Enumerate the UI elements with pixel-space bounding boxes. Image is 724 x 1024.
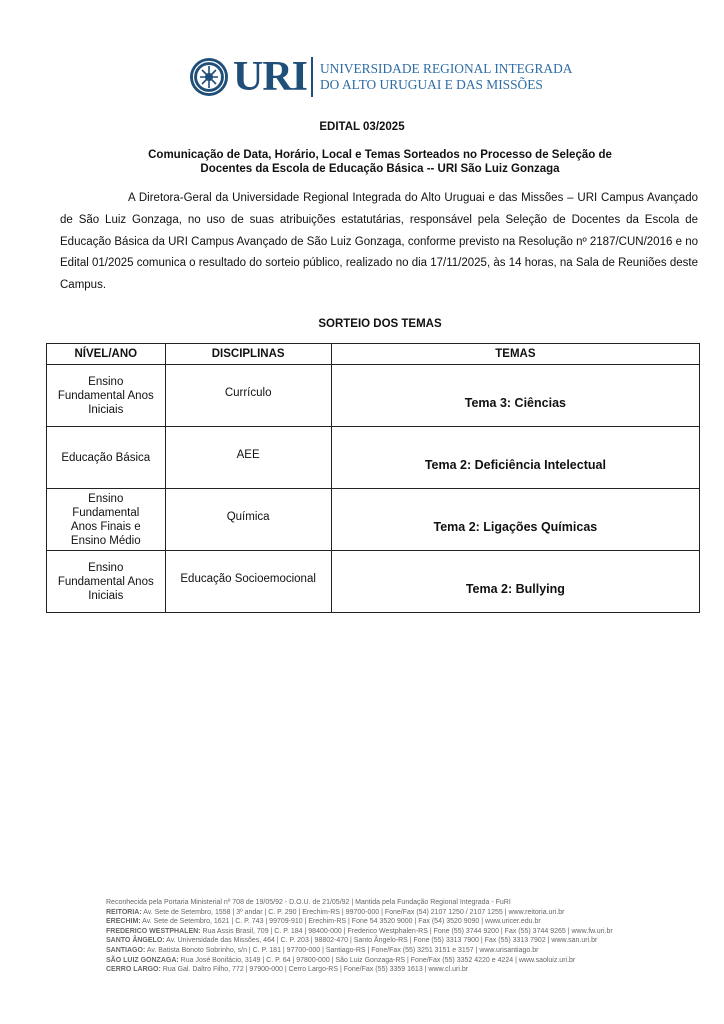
tema-cell (331, 489, 699, 551)
footer-line (106, 946, 706, 956)
footer-line (106, 917, 706, 927)
footer-text: Rua José Bonifácio, 3149 | C. P. 64 | 97800-000 | São Luiz Gonzaga-RS | Fone/Fax (55) 3352 4220 e 4224 | www.saoluiz.uri.br (178, 956, 576, 964)
footer-label: REITORIA: (106, 908, 142, 916)
nivel-line: Fundamental Anos (57, 389, 154, 402)
disciplina-text: AEE (236, 449, 260, 461)
disciplina-text: Educação Socioemocional (180, 573, 316, 585)
footer-line (106, 927, 706, 937)
header-disciplinas: DISCIPLINAS (165, 344, 331, 365)
tema-text: Tema 3: Ciências (464, 396, 566, 410)
nivel-line: Iniciais (88, 589, 124, 602)
table-title: SORTEIO DOS TEMAS (318, 318, 442, 330)
footer-text: Av. Sete de Setembro, 1621 | C. P. 743 | 99709-910 | Erechim-RS | Fone 54 3520 9000 | Fax (54) 3520 9090 | www.uricer.edu.br (140, 918, 541, 926)
disciplina-cell (165, 365, 331, 427)
nivel-line: Ensino (88, 492, 124, 505)
subtitle-line2: Docentes da Escola de Educação Básica -- URI São Luiz Gonzaga (200, 163, 560, 175)
disciplina-text: Química (226, 511, 270, 523)
nivel-cell (47, 365, 166, 427)
disciplina-cell (165, 427, 331, 489)
nivel-cell (47, 551, 166, 613)
nivel-cell (47, 489, 166, 551)
uri-seal-icon (189, 57, 229, 97)
institution-name (320, 61, 572, 93)
table-row (47, 551, 700, 613)
disciplina-cell (165, 551, 331, 613)
table-row (47, 365, 700, 427)
table-header-row (47, 344, 700, 365)
nivel-line: Fundamental Anos (57, 575, 154, 588)
tema-cell (331, 365, 699, 427)
tema-text: Tema 2: Deficiência Intelectual (424, 458, 606, 472)
footer-label: SANTO ÂNGELO: (106, 937, 165, 945)
header-nivel: NÍVEL/ANO (47, 344, 166, 365)
nivel-line: Ensino (88, 375, 124, 388)
nivel-cell (47, 427, 166, 489)
nivel-line: Fundamental (72, 506, 140, 519)
body-paragraph: A Diretora-Geral da Universidade Regional Integrada do Alto Uruguai e das Missões – URI Campus Avançado de São Luiz Gonzaga, no uso de suas atribuições estatutárias, responsável pela Seleção de Docentes da Escola de Educação Básica da URI Campus Avançado de São Luiz Gonzaga, conforme previsto na Resolução nº 2187/CUN/2016 e no Edital 01/2025 comunica o resultado do sorteio público, realizado no dia 17/11/2025, às 14 horas, na Sala de Reuniões deste Campus. (60, 192, 698, 292)
tema-text: Tema 2: Bullying (465, 582, 565, 596)
footer-label: CERRO LARGO: (106, 966, 161, 974)
logo-divider (311, 57, 313, 97)
nivel-line: Educação Básica (61, 451, 151, 464)
uri-logo (189, 55, 572, 99)
nivel-line: Anos Finais e (70, 520, 141, 533)
footer-text: Av. Sete de Setembro, 1558 | 3º andar | C. P. 290 | Erechim-RS | 99700-000 | Fone/Fax (54) 2107 1250 / 2107 1255 | www.reitoria.uri.br (141, 908, 565, 916)
footer-recognition: Reconhecida pela Portaria Ministerial nº 708 de 19/05/92 - D.O.U. de 21/05/92 | Mantida pela Fundação Regional Integrada - FuRI (106, 899, 511, 906)
logo-letters: URI (233, 54, 308, 100)
tema-cell (331, 551, 699, 613)
institution-name-line1: UNIVERSIDADE REGIONAL INTEGRADA (320, 61, 573, 76)
institution-name-line2: DO ALTO URUGUAI E DAS MISSÕES (320, 77, 543, 92)
footer-text: Av. Batista Bonoto Sobrinho, s/n | C. P. 181 | 97700-000 | Santiago-RS | Fone/Fax (55) 3251 3151 e 3157 | www.urisantiago.br (145, 946, 539, 954)
tema-text: Tema 2: Ligações Químicas (433, 520, 598, 534)
footer-label: SÃO LUIZ GONZAGA: (106, 956, 179, 964)
footer-text: Rua Gal. Daltro Filho, 772 | 97900-000 | Cerro Largo-RS | Fone/Fax (55) 3359 1613 | www.cl.uri.br (160, 966, 469, 974)
document-title: EDITAL 03/2025 (319, 121, 405, 133)
nivel-line: Ensino Médio (70, 534, 141, 547)
disciplina-text: Currículo (224, 387, 272, 399)
footer-line (106, 956, 706, 966)
footer-text: Av. Universidade das Missões, 464 | C. P. 203 | 98802-470 | Santo Ângelo-RS | Fone (55) 3313 7900 | Fax (55) 3313 7902 | www.san.uri.br (164, 937, 598, 945)
footer-line (106, 936, 706, 946)
footer-line (106, 908, 706, 918)
table-row (47, 489, 700, 551)
topics-table (46, 343, 700, 613)
footer-label: ERECHIM: (106, 918, 141, 926)
footer-label: SANTIAGO: (106, 946, 146, 954)
table-row (47, 427, 700, 489)
subtitle-line1: Comunicação de Data, Horário, Local e Temas Sorteados no Processo de Seleção de (148, 149, 612, 161)
footer-text: Rua Assis Brasil, 709 | C. P. 184 | 98400-000 | Frederico Westphalen-RS | Fone (55) 3744 9200 | Fax (55) 3744 9265 | www.fw.uri.br (200, 927, 613, 935)
disciplina-cell (165, 489, 331, 551)
footer-line (106, 965, 706, 975)
nivel-line: Ensino (88, 561, 124, 574)
header-temas: TEMAS (331, 344, 699, 365)
footer-addresses (106, 898, 706, 975)
document-subtitle (60, 148, 700, 176)
nivel-line: Iniciais (88, 403, 124, 416)
tema-cell (331, 427, 699, 489)
footer-label: FREDERICO WESTPHALEN: (106, 927, 201, 935)
